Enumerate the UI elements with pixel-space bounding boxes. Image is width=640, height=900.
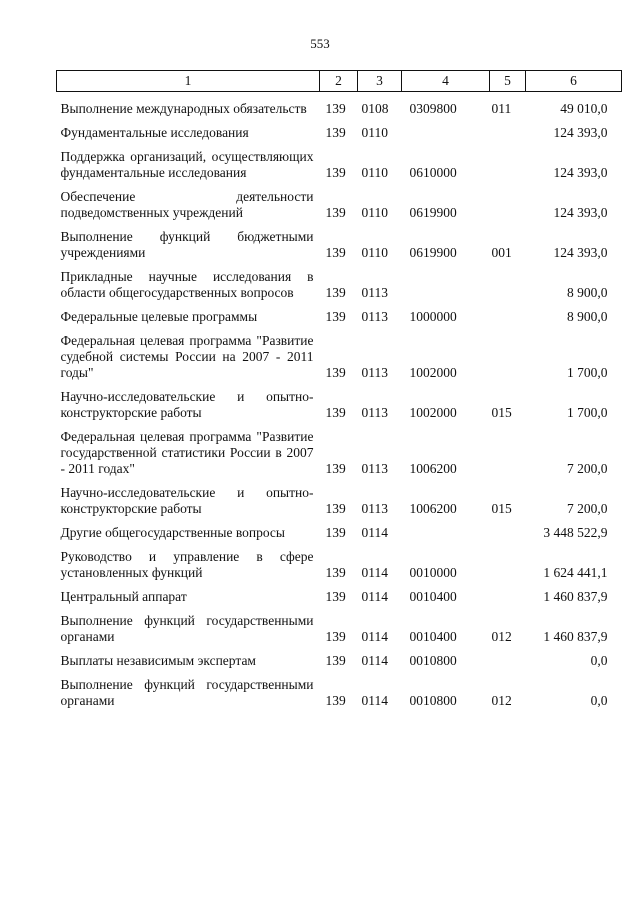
row-expense-type: [490, 269, 526, 309]
table-row: [57, 485, 622, 525]
budget-table: [56, 70, 622, 717]
row-target-code: 0010000: [409, 565, 457, 580]
table-row: [57, 149, 622, 189]
row-name: Федеральные целевые программы: [60, 309, 258, 324]
row-sum: 1 460 837,9: [543, 589, 608, 604]
row-target-code: 0610000: [409, 165, 457, 180]
row-expense-type: 015: [491, 405, 512, 420]
row-sum: 3 448 522,9: [543, 525, 608, 540]
row-sum: 124 393,0: [553, 125, 608, 140]
table-row: [57, 389, 622, 429]
row-section-code: 0110: [361, 125, 388, 140]
row-name: Выполнение функций государственными органами: [60, 677, 314, 708]
row-sum: 124 393,0: [553, 245, 608, 260]
table-row: [57, 92, 622, 126]
row-sum: 1 700,0: [567, 365, 608, 380]
row-name: Научно-исследовательские и опытно-конструкторские работы: [60, 389, 314, 420]
table-row: [57, 125, 622, 149]
table-row: [57, 229, 622, 269]
row-section-code: 0114: [361, 629, 388, 644]
header-col-code: 2: [320, 71, 358, 92]
row-name: Научно-исследовательские и опытно-конструкторские работы: [60, 485, 314, 516]
page-number: 553: [310, 36, 330, 51]
row-sum: 1 460 837,9: [543, 629, 608, 644]
row-target-code: 0010400: [409, 629, 457, 644]
row-expense-type: [490, 653, 526, 677]
row-expense-type: [490, 549, 526, 589]
row-sum: 8 900,0: [567, 285, 608, 300]
row-sum: 124 393,0: [553, 165, 608, 180]
row-target-code: [402, 269, 490, 309]
row-sum: 8 900,0: [567, 309, 608, 324]
row-target-code: 0619900: [409, 245, 457, 260]
row-target-code: [402, 125, 490, 149]
row-expense-type: 015: [491, 501, 512, 516]
header-col-sum: 6: [526, 71, 622, 92]
row-name: Другие общегосударственные вопросы: [60, 525, 285, 540]
table-row: [57, 309, 622, 333]
row-expense-type: [490, 309, 526, 333]
row-target-code: 0619900: [409, 205, 457, 220]
row-ministry-code: 139: [325, 165, 346, 180]
row-target-code: 1002000: [409, 365, 457, 380]
row-section-code: 0113: [361, 365, 388, 380]
row-target-code: 1006200: [409, 501, 457, 516]
row-expense-type: 011: [491, 101, 512, 116]
row-name: Центральный аппарат: [60, 589, 187, 604]
row-section-code: 0110: [361, 205, 388, 220]
row-expense-type: 012: [491, 629, 512, 644]
table-row: [57, 189, 622, 229]
row-sum: 0,0: [590, 653, 608, 668]
row-ministry-code: 139: [325, 245, 346, 260]
row-sum: 124 393,0: [553, 205, 608, 220]
row-name: Фундаментальные исследования: [60, 125, 249, 140]
table-row: [57, 429, 622, 485]
row-target-code: 1000000: [409, 309, 457, 324]
row-ministry-code: 139: [325, 285, 346, 300]
row-expense-type: 001: [491, 245, 512, 260]
table-row: [57, 589, 622, 613]
row-target-code: 1002000: [409, 405, 457, 420]
row-target-code: 0010400: [409, 589, 457, 604]
row-expense-type: 012: [491, 693, 512, 708]
row-target-code: [402, 525, 490, 549]
row-ministry-code: 139: [325, 309, 346, 324]
row-section-code: 0114: [361, 525, 388, 540]
row-section-code: 0110: [361, 165, 388, 180]
header-col-name: 1: [57, 71, 320, 92]
row-expense-type: [490, 429, 526, 485]
row-ministry-code: 139: [325, 205, 346, 220]
row-section-code: 0113: [361, 501, 388, 516]
row-ministry-code: 139: [325, 653, 346, 668]
header-row: [57, 71, 622, 92]
row-name: Выполнение функций бюджетными учреждениями: [60, 229, 314, 260]
row-expense-type: [490, 333, 526, 389]
row-name: Руководство и управление в сфере установленных функций: [60, 549, 314, 580]
row-section-code: 0114: [361, 565, 388, 580]
row-name: Выполнение функций государственными органами: [60, 613, 314, 644]
row-ministry-code: 139: [325, 589, 346, 604]
row-section-code: 0114: [361, 589, 388, 604]
row-target-code: 0010800: [409, 693, 457, 708]
table-row: [57, 333, 622, 389]
row-section-code: 0114: [361, 653, 388, 668]
table-row: [57, 677, 622, 717]
row-section-code: 0114: [361, 693, 388, 708]
row-ministry-code: 139: [325, 693, 346, 708]
table-row: [57, 525, 622, 549]
row-sum: 7 200,0: [567, 501, 608, 516]
row-name: Выплаты независимым экспертам: [60, 653, 256, 668]
header-col-expense-type: 5: [490, 71, 526, 92]
row-section-code: 0113: [361, 309, 388, 324]
table-row: [57, 549, 622, 589]
row-expense-type: [490, 589, 526, 613]
row-name: Обеспечение деятельности подведомственных учреждений: [60, 189, 314, 220]
row-sum: 49 010,0: [560, 101, 608, 116]
row-expense-type: [490, 525, 526, 549]
row-target-code: 0309800: [409, 101, 457, 116]
table-header: [57, 71, 622, 92]
row-expense-type: [490, 149, 526, 189]
row-ministry-code: 139: [325, 565, 346, 580]
row-ministry-code: 139: [325, 461, 346, 476]
row-expense-type: [490, 189, 526, 229]
row-section-code: 0113: [361, 285, 388, 300]
table-row: [57, 269, 622, 309]
row-sum: 1 700,0: [567, 405, 608, 420]
row-ministry-code: 139: [325, 501, 346, 516]
row-ministry-code: 139: [325, 365, 346, 380]
row-section-code: 0110: [361, 245, 388, 260]
row-name: Федеральная целевая программа "Развитие государственной статистики России в 2007 - 2011 годах": [60, 429, 314, 476]
row-section-code: 0113: [361, 461, 388, 476]
row-name: Прикладные научные исследования в области общегосударственных вопросов: [60, 269, 314, 300]
row-ministry-code: 139: [325, 125, 346, 140]
header-col-target: 4: [402, 71, 490, 92]
row-sum: 7 200,0: [567, 461, 608, 476]
row-section-code: 0113: [361, 405, 388, 420]
row-ministry-code: 139: [325, 525, 346, 540]
row-ministry-code: 139: [325, 405, 346, 420]
row-section-code: 0108: [361, 101, 389, 116]
row-sum: 1 624 441,1: [543, 565, 608, 580]
table-row: [57, 613, 622, 653]
row-name: Выполнение международных обязательств: [60, 101, 307, 116]
row-ministry-code: 139: [325, 629, 346, 644]
row-ministry-code: 139: [325, 101, 346, 116]
header-col-section: 3: [358, 71, 402, 92]
row-target-code: 1006200: [409, 461, 457, 476]
row-target-code: 0010800: [409, 653, 457, 668]
table-body: [57, 92, 622, 718]
table-row: [57, 653, 622, 677]
row-expense-type: [490, 125, 526, 149]
row-name: Поддержка организаций, осуществляющих фундаментальные исследования: [60, 149, 314, 180]
row-sum: 0,0: [590, 693, 608, 708]
row-name: Федеральная целевая программа "Развитие судебной системы России на 2007 - 2011 годы": [60, 333, 314, 380]
